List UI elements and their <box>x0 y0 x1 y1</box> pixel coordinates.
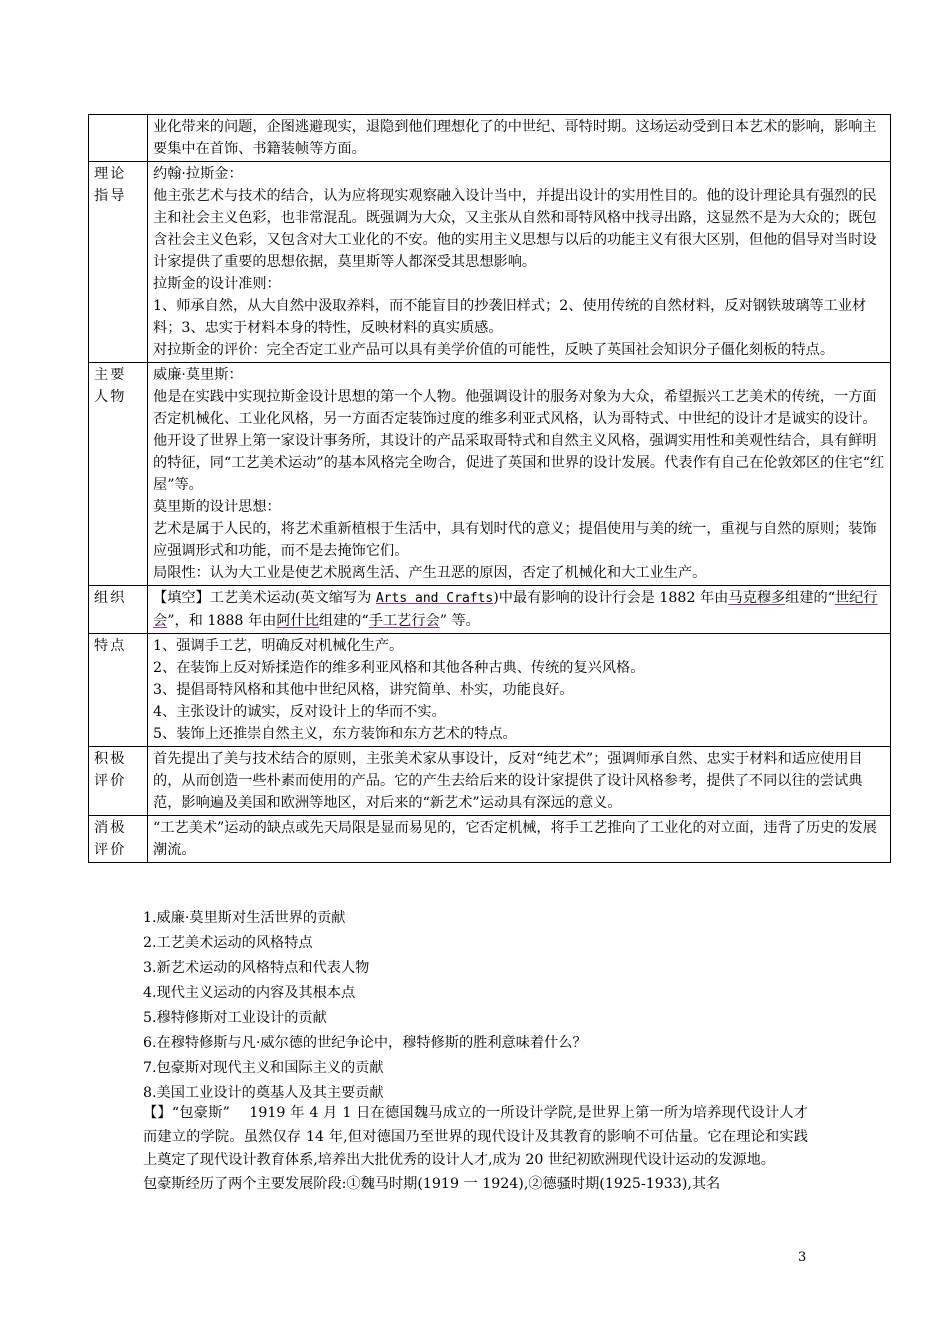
content-paragraph: 业化带来的问题，企图逃避现实，退隐到他们理想化了的中世纪、哥特时期。这场运动受到日本艺术的影响，影响主要集中在首饰、书籍装帧等方面。 <box>153 119 877 157</box>
content-paragraph: 他是在实践中实现拉斯金设计思想的第一个人物。他强调设计的服务对象为大众，希望振兴工艺美术的传统，一方面否定机械化、工业化风格，另一方面否定装饰过度的维多利亚式风格，认为哥特式、中世纪的设计才是诚实的设计。他开设了世界上第一家设计事务所，其设计的产品采取哥特式和自然主义风格，强调实用性和美观性结合，具有鲜明的特征，同“工艺美术运动”的基本风格完全吻合，促进了英国和世界的设计发展。代表作有自己在伦敦郊区的住宅“红屋”等。 <box>153 389 885 493</box>
row-label: 理论指导 <box>89 162 148 363</box>
question-item: 6.在穆特修斯与凡·威尔德的世纪争论中，穆特修斯的胜利意味着什么？ <box>143 1035 587 1051</box>
content-paragraph: 2、在装饰上反对矫揉造作的维多利亚风格和其他各种古典、传统的复兴风格。 <box>153 660 645 676</box>
row-content <box>148 634 891 747</box>
org-text: ” 等。 <box>439 613 480 629</box>
row-label: 特点 <box>89 634 148 747</box>
founder-mackmurdo: 马克穆多 <box>728 590 786 606</box>
content-paragraph: “工艺美术”运动的缺点或先天局限是显而易见的，它否定机械，将手工艺推向了工业化的对立面，违背了历史的发展潮流。 <box>153 820 877 858</box>
row-negative-evaluation <box>89 816 891 863</box>
row-organization <box>89 586 891 634</box>
english-abbreviation: Arts and Crafts <box>375 591 494 606</box>
row-features <box>89 634 891 747</box>
content-paragraph: 拉斯金的设计准则： <box>153 276 281 292</box>
content-paragraph: 首先提出了美与技术结合的原则，主张美术家从事设计，反对“纯艺术”；强调师承自然、忠实于材料和适应使用目的，从而创造一些朴素而使用的产品。它的产生去给后来的设计家提供了设计风格参考，提供了不同以往的尝试典范，影响遍及美国和欧洲等地区，对后来的“新艺术”运动具有深远的意义。 <box>153 751 863 811</box>
content-paragraph: 4、主张设计的诚实，反对设计上的华而不实。 <box>153 704 446 720</box>
question-item: 5.穆特修斯对工业设计的贡献 <box>143 1010 327 1026</box>
org-text: )中最有影响的设计行会是 1882 年由 <box>493 590 729 606</box>
content-paragraph: 1、师承自然，从大自然中汲取养料，而不能盲目的抄袭旧样式；2、使用传统的自然材料，反对钢铁玻璃等工业材料；3、忠实于材料本身的特性，反映材料的真实质感。 <box>153 298 867 336</box>
row-positive-evaluation <box>89 747 891 816</box>
question-list <box>143 906 823 1106</box>
org-text: 组建的“ <box>318 613 369 629</box>
question-item: 3.新艺术运动的风格特点和代表人物 <box>143 960 370 976</box>
founder-ashbee: 阿什比 <box>276 613 319 629</box>
content-paragraph: 艺术是属于人民的，将艺术重新植根于生活中，具有划时代的意义；提倡使用与美的统一，重视与自然的原则；装饰应强调形式和功能，而不是去掩饰它们。 <box>153 521 877 559</box>
content-paragraph: 他主张艺术与技术的结合，认为应将现实观察融入设计当中，并提出设计的实用性目的。他的设计理论具有强烈的民主和社会主义色彩，也非常混乱。既强调为大众，又主张从自然和哥特风格中找寻出路，这显然不是为大众的；既包含社会主义色彩，又包含对大工业化的不安。他的实用主义思想与以后的功能主义有很大区别，但他的倡导对当时设计家提供了重要的思想依据，莫里斯等人都深受其思想影响。 <box>153 188 877 270</box>
bauhaus-paragraph-stages: 包豪斯经历了两个主要发展阶段:①魏马时期(1919 一 1924),②德骚时期(1925-1933),其名 <box>143 1175 721 1192</box>
row-content <box>148 115 891 162</box>
content-paragraph: 对拉斯金的评价：完全否定工业产品可以具有美学价值的可能性，反映了英国社会知识分子僵化刻板的特点。 <box>153 342 835 358</box>
guild-of-handicraft: 手工艺行会 <box>368 613 440 629</box>
bauhaus-section <box>143 1102 808 1196</box>
row-label: 组织 <box>89 586 148 634</box>
row-key-figures <box>89 363 891 586</box>
bauhaus-paragraph: 【】“包豪斯” 1919 年 4 月 1 日在德国魏马成立的一所设计学院,是世界上第一所为培养现代设计人才而建立的学院。虽然仅存 14 年,但对德国乃至世界的现代设计及其教育的影响不可估量。它在理论和实践上奠定了现代设计教育体系,培养出大批优秀的设计人才,成为 20 世纪初欧洲现代设计运动的发源地。 <box>143 1105 808 1168</box>
row-label: 消极评价 <box>89 816 148 863</box>
question-item: 1.威廉·莫里斯对生活世界的贡献 <box>143 910 346 926</box>
arts-and-crafts-table <box>88 114 891 863</box>
content-paragraph: 1、强调手工艺，明确反对机械化生产。 <box>153 638 404 654</box>
organization-fill-in <box>153 587 885 632</box>
row-content <box>148 747 891 816</box>
question-item: 2.工艺美术运动的风格特点 <box>143 935 313 951</box>
org-text: 【填空】工艺美术运动(英文缩写为 <box>153 590 376 606</box>
org-text: ”，和 1888 年由 <box>167 613 277 629</box>
question-item: 4.现代主义运动的内容及其根本点 <box>143 985 356 1001</box>
row-continuation <box>89 115 891 162</box>
content-paragraph: 威廉·莫里斯： <box>153 367 243 383</box>
row-content <box>148 363 891 586</box>
row-label: 主要人物 <box>89 363 148 586</box>
row-theory <box>89 162 891 363</box>
row-content <box>148 586 891 634</box>
question-item: 7.包豪斯对现代主义和国际主义的贡献 <box>143 1060 384 1076</box>
question-item: 8.美国工业设计的奠基人及其主要贡献 <box>143 1085 384 1101</box>
row-label <box>89 115 148 162</box>
century-guild: 世纪行会 <box>153 590 878 629</box>
content-paragraph: 莫里斯的设计思想： <box>153 499 281 515</box>
org-text: 组建的“ <box>785 590 835 606</box>
content-paragraph: 局限性：认为大工业是使艺术脱离生活、产生丑恶的原因，否定了机械化和大工业生产。 <box>153 565 707 581</box>
content-paragraph: 5、装饰上还推崇自然主义，东方装饰和东方艺术的特点。 <box>153 726 517 742</box>
content-paragraph: 约翰·拉斯金： <box>153 166 243 182</box>
row-content <box>148 816 891 863</box>
row-content <box>148 162 891 363</box>
content-paragraph: 3、提倡哥特风格和其他中世纪风格，讲究简单、朴实，功能良好。 <box>153 682 574 698</box>
row-label: 积极评价 <box>89 747 148 816</box>
page-number: 3 <box>798 1250 807 1265</box>
